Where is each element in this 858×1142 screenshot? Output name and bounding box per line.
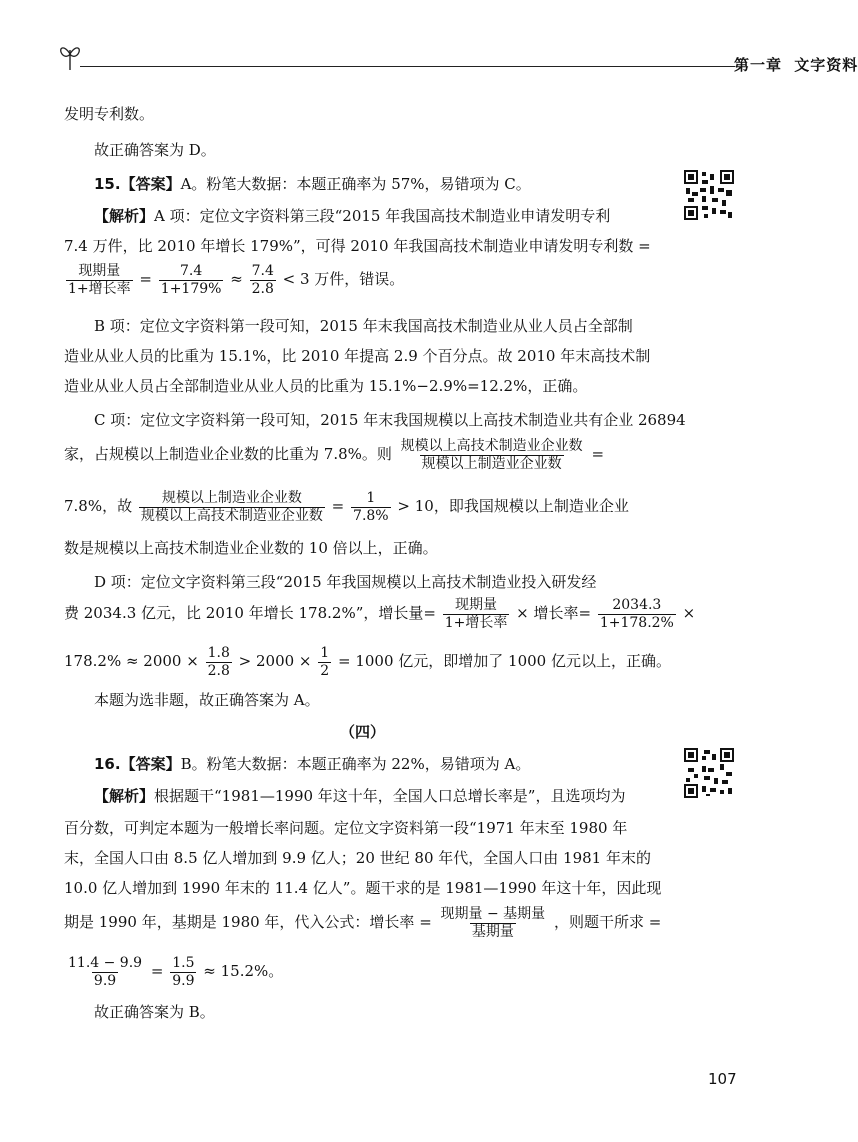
question-number: 15. — [94, 175, 121, 193]
fraction: $\frac{11.4 - 9.9}{9.9}$ — [68, 954, 143, 989]
text-line: 百分数，可判定本题为一般增长率问题。定位文字资料第一段“1971 年末至 1980 年 — [64, 819, 628, 837]
fraction: $\frac{1.8}{2.8}$ — [207, 644, 230, 679]
chapter-title — [734, 54, 858, 75]
qr-code-icon[interactable] — [684, 170, 734, 220]
fraction: $\frac{7.4}{2.8}$ — [251, 262, 274, 297]
fraction: $\frac{\text{规模以上高技术制造业企业数}}{\text{规模以上制造业企业数}}$ — [400, 437, 583, 472]
answer-text: A。粉笔大数据：本题正确率为 57%，易错项为 C。 — [180, 175, 531, 193]
fraction: $\frac{1}{2}$ — [320, 644, 330, 679]
text-line: 发明专利数。 — [64, 105, 155, 123]
text-line: 10.0 亿人增加到 1990 年末的 11.4 亿人”。题干求的是 1981—1990 年这十年，因此现 — [64, 879, 662, 897]
analysis-line — [94, 206, 610, 226]
formula-line: 家，占规模以上制造业企业数的比重为 7.8%。则 $\frac{\text{规模以上高技术制造业企业数}}{\text{规模以上制造业企业数}}$ = — [64, 437, 605, 472]
text-line: 数是规模以上高技术制造业企业数的 10 倍以上，正确。 — [64, 539, 438, 557]
answer-tag: 【答案】 — [120, 755, 181, 773]
formula-line: 期是 1990 年，基期是 1980 年，代入公式：增长率 = $\frac{\text{现期量 − 基期量}}{\text{基期量}}$ ，则题干所求 = — [64, 905, 662, 940]
text-line: 故正确答案为 B。 — [94, 1003, 215, 1021]
formula-line: 178.2% ≈ 2000 × $\frac{1.8}{2.8}$ > 2000 × $\frac{1}{2}$ = 1000 亿元，即增加了 1000 亿元以上，正确。 — [64, 644, 671, 679]
text-line: 造业从业人员占全部制造业从业人员的比重为 15.1%−2.9%=12.2%，正确。 — [64, 377, 588, 395]
text-line: B 项：定位文字资料第一段可知，2015 年末我国高技术制造业从业人员占全部制 — [94, 317, 633, 335]
fraction: $\frac{1.5}{9.9}$ — [172, 954, 195, 989]
formula-line: $\frac{\text{现期量}}{\text{1+增长率}}$ = $\frac{7.4}{1+179\%}$ ≈ $\frac{7.4}{2.8}$ < 3 万件，错误。 — [68, 262, 405, 297]
fraction: $\frac{\text{现期量}}{\text{1+增长率}}$ — [68, 262, 131, 297]
section-heading: （四） — [340, 723, 386, 741]
fraction: $\frac{1}{7.8\%}$ — [353, 489, 389, 524]
question-number: 16. — [94, 755, 121, 773]
analysis-tag: 【解析】 — [94, 207, 155, 225]
fraction: $\frac{\text{现期量 − 基期量}}{\text{基期量}}$ — [440, 905, 546, 940]
fraction: $\frac{7.4}{1+179\%}$ — [160, 262, 222, 297]
q16-answer-line — [94, 754, 530, 774]
analysis-text: A 项：定位文字资料第三段“2015 年我国高技术制造业申请发明专利 — [154, 207, 611, 225]
formula-line: $\frac{11.4 - 9.9}{9.9}$ = $\frac{1.5}{9.9}$ ≈ 15.2%。 — [68, 954, 284, 989]
leaf-icon — [58, 42, 82, 72]
analysis-text: 根据题干“1981—1990 年这十年，全国人口总增长率是”，且选项均为 — [154, 787, 626, 805]
analysis-line — [94, 786, 625, 806]
qr-code-icon[interactable] — [684, 748, 734, 798]
fraction: $\frac{\text{规模以上制造业企业数}}{\text{规模以上高技术制造业企业数}}$ — [140, 489, 323, 524]
text-line: C 项：定位文字资料第一段可知，2015 年末我国规模以上高技术制造业共有企业 26894 — [94, 411, 686, 429]
formula-line: 费 2034.3 亿元，比 2010 年增长 178.2%”，增长量= $\frac{\text{现期量}}{\text{1+增长率}}$ × 增长率= $\frac{2034.3}{1+178.2\%}$ × — [64, 596, 696, 631]
fraction: $\frac{2034.3}{1+178.2\%}$ — [599, 596, 674, 631]
text-line: 本题为选非题，故正确答案为 A。 — [94, 691, 320, 709]
fraction: $\frac{\text{现期量}}{\text{1+增长率}}$ — [444, 596, 508, 631]
chapter-section: 文字资料 — [794, 56, 858, 74]
text-line: 7.4 万件，比 2010 年增长 179%”，可得 2010 年我国高技术制造业申请发明专利数 = — [64, 237, 651, 255]
formula-line: 7.8%，故 $\frac{\text{规模以上制造业企业数}}{\text{规模以上高技术制造业企业数}}$ = $\frac{1}{7.8\%}$ > 10，即我国规模以上制造业企业 — [64, 489, 629, 524]
text-line: 末，全国人口由 8.5 亿人增加到 9.9 亿人；20 世纪 80 年代，全国人口由 1981 年末的 — [64, 849, 651, 867]
page-header — [58, 36, 858, 80]
chapter-number: 第一章 — [734, 56, 783, 74]
page-number: 107 — [708, 1070, 737, 1088]
answer-tag: 【答案】 — [120, 175, 181, 193]
text-line: 造业从业人员的比重为 15.1%，比 2010 年提高 2.9 个百分点。故 2010 年末高技术制 — [64, 347, 651, 365]
text-line: D 项：定位文字资料第三段“2015 年我国规模以上高技术制造业投入研发经 — [94, 573, 597, 591]
answer-text: B。粉笔大数据：本题正确率为 22%，易错项为 A。 — [180, 755, 531, 773]
header-rule — [80, 66, 735, 67]
text-line: 故正确答案为 D。 — [94, 141, 216, 159]
q15-answer-line — [94, 174, 531, 194]
analysis-tag: 【解析】 — [94, 787, 155, 805]
